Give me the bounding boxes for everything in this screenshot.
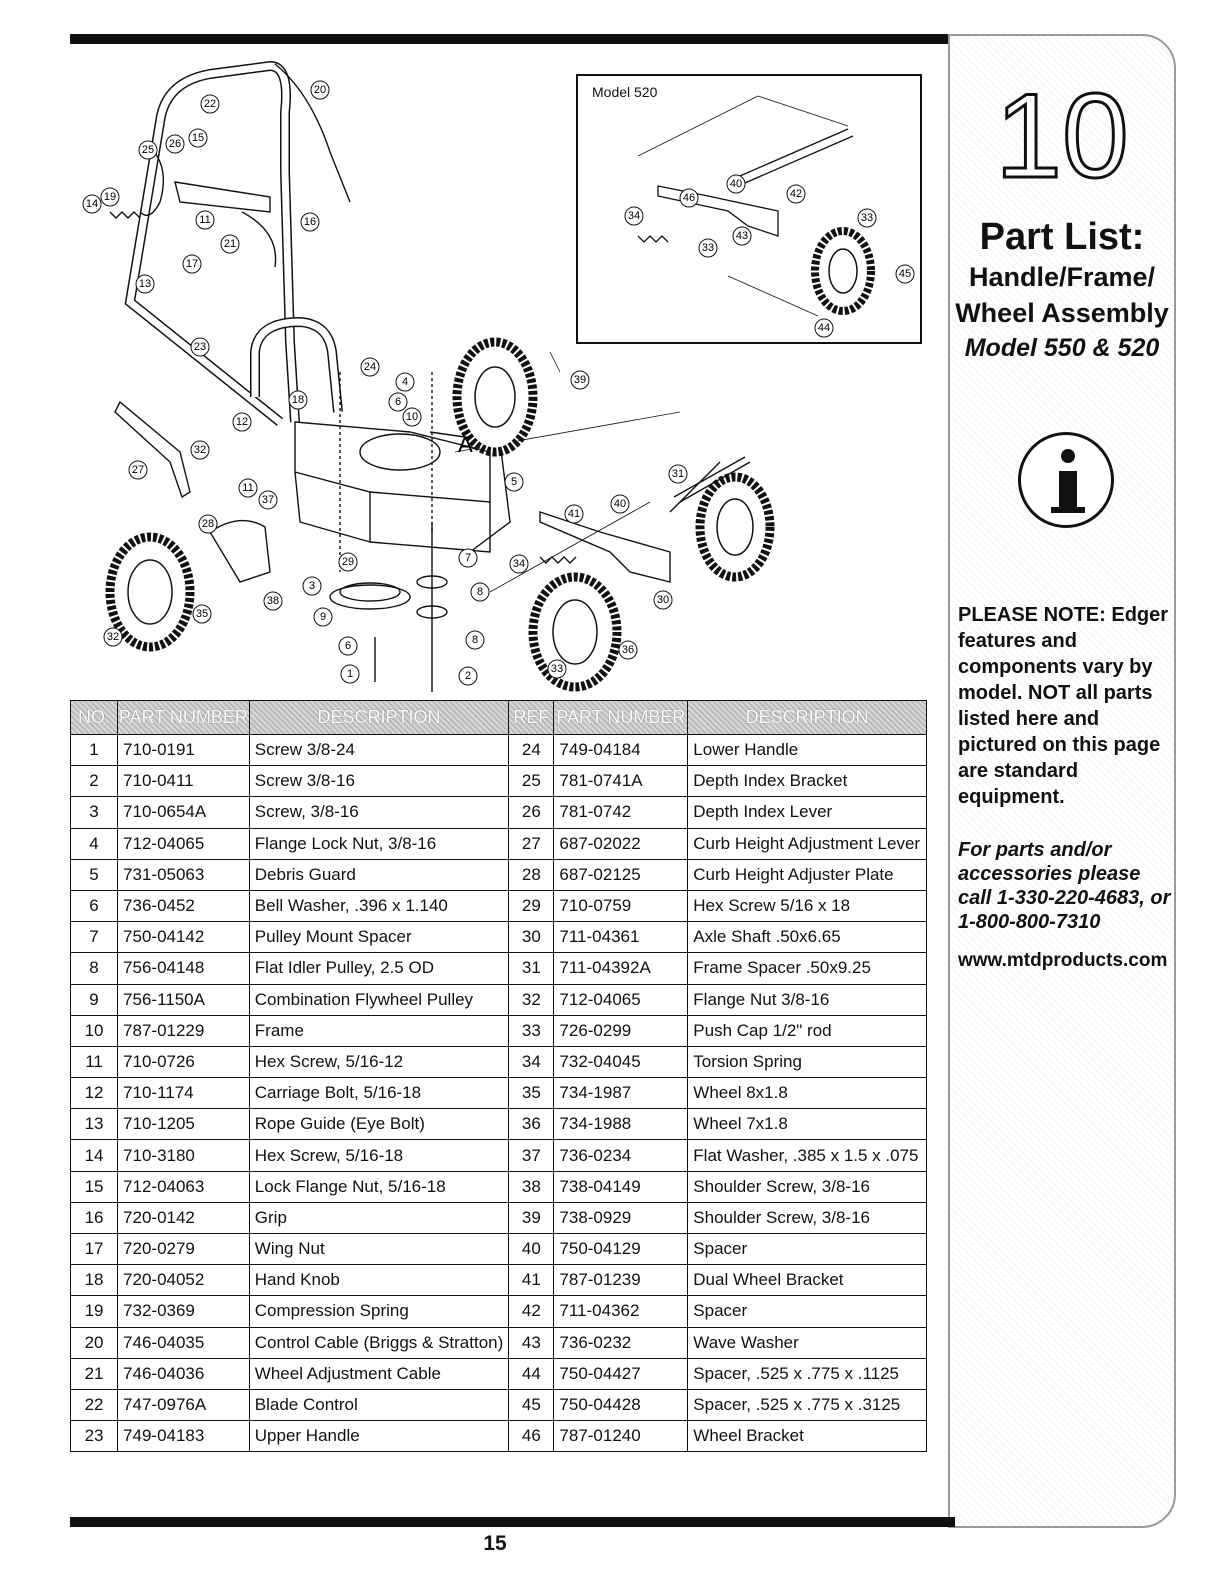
cell-description-2: Spacer [688,1234,927,1265]
cell-no: 6 [71,890,118,921]
col-header-part-number-2: PART NUMBER [554,701,688,735]
callout-24 [361,358,379,376]
cell-no: 23 [71,1421,118,1452]
svg-text:34: 34 [627,210,641,222]
cell-description-2: Wheel 7x1.8 [688,1109,927,1140]
callout-10 [403,408,421,426]
callout-39 [571,371,589,389]
callout-27 [129,461,147,479]
callout-38 [264,592,282,610]
callout-34 [510,555,528,573]
table-row [71,766,927,797]
callout-20 [311,81,329,99]
contact-text: For parts and/or accessories please call 1-330-220-4683, or 1-800-800-7310 [958,839,1171,933]
callout-17 [183,255,201,273]
cell-description: Hand Knob [249,1265,509,1296]
cell-ref: 40 [509,1234,554,1265]
svg-text:31: 31 [671,468,685,480]
cell-part-number: 710-1174 [118,1078,250,1109]
cell-part-number: 710-0411 [118,766,250,797]
cell-part-number-2: 687-02022 [554,828,688,859]
cell-part-number: 787-01229 [118,1015,250,1046]
cell-description-2: Curb Height Adjustment Lever [688,828,927,859]
cell-ref: 31 [509,953,554,984]
cell-no: 15 [71,1171,118,1202]
callout-21 [221,235,239,253]
cell-description-2: Wheel Bracket [688,1421,927,1452]
cell-part-number: 720-04052 [118,1265,250,1296]
cell-part-number: 710-0654A [118,797,250,828]
svg-text:45: 45 [898,268,912,280]
cell-description: Hex Screw, 5/16-18 [249,1140,509,1171]
cell-description-2: Push Cap 1/2" rod [688,1015,927,1046]
table-row [71,1202,927,1233]
svg-text:16: 16 [303,216,317,228]
cell-part-number: 710-0191 [118,735,250,766]
table-row [71,1109,927,1140]
table-row [71,1421,927,1452]
cell-description-2: Flat Washer, .385 x 1.5 x .075 [688,1140,927,1171]
table-row [71,797,927,828]
cell-description: Flange Lock Nut, 3/8-16 [249,828,509,859]
cell-no: 4 [71,828,118,859]
svg-text:27: 27 [131,464,145,476]
cell-ref: 26 [509,797,554,828]
col-header-ref: REF [509,701,554,735]
please-note-text: Edger features and components vary by model. NOT all parts listed here and pictured on this page are standard equipment. [958,604,1169,808]
svg-text:29: 29 [341,556,355,568]
svg-text:38: 38 [266,595,280,607]
callout-44 [815,319,833,337]
cell-part-number-2: 711-04362 [554,1296,688,1327]
cell-no: 14 [71,1140,118,1171]
cell-description-2: Depth Index Lever [688,797,927,828]
website-link[interactable]: www.mtdproducts.com [958,950,1168,971]
svg-text:21: 21 [223,238,237,250]
svg-text:43: 43 [735,230,749,242]
cell-no: 11 [71,1046,118,1077]
callout-23 [191,338,209,356]
svg-text:30: 30 [656,594,670,606]
callout-13 [136,275,154,293]
cell-no: 9 [71,984,118,1015]
callout-33 [858,209,876,227]
callout-32 [104,628,122,646]
cell-description: Control Cable (Briggs & Stratton) [249,1327,509,1358]
svg-text:42: 42 [789,188,803,200]
table-row [71,1171,927,1202]
cell-part-number-2: 750-04129 [554,1234,688,1265]
cell-description: Flat Idler Pulley, 2.5 OD [249,953,509,984]
cell-no: 3 [71,797,118,828]
cell-part-number-2: 787-01240 [554,1421,688,1452]
cell-part-number: 710-1205 [118,1109,250,1140]
svg-text:3: 3 [308,580,316,592]
cell-part-number-2: 711-04361 [554,922,688,953]
svg-text:35: 35 [195,608,209,620]
svg-text:33: 33 [550,663,564,675]
chapter-number: 10 [995,69,1129,203]
cell-no: 7 [71,922,118,953]
svg-text:11: 11 [199,214,211,226]
cell-part-number-2: 734-1987 [554,1078,688,1109]
cell-no: 20 [71,1327,118,1358]
callout-11 [239,479,257,497]
svg-text:12: 12 [235,416,249,428]
callout-2 [459,667,477,685]
cell-part-number: 750-04142 [118,922,250,953]
callout-19 [101,188,119,206]
svg-text:2: 2 [464,670,472,682]
callout-46 [680,189,698,207]
callout-11 [196,211,214,229]
cell-part-number: 712-04065 [118,828,250,859]
cell-ref: 44 [509,1358,554,1389]
cell-part-number: 756-1150A [118,984,250,1015]
cell-description: Pulley Mount Spacer [249,922,509,953]
callout-33 [548,660,566,678]
callout-5 [505,473,523,491]
cell-part-number: 720-0142 [118,1202,250,1233]
svg-text:8: 8 [476,586,484,598]
cell-ref: 29 [509,890,554,921]
cell-description: Grip [249,1202,509,1233]
cell-description: Screw 3/8-24 [249,735,509,766]
callout-32 [191,441,209,459]
callout-25 [139,141,157,159]
callout-31 [669,465,687,483]
info-icon [1018,432,1114,528]
callout-33 [699,239,717,257]
cell-description-2: Dual Wheel Bracket [688,1265,927,1296]
cell-ref: 34 [509,1046,554,1077]
cell-description-2: Axle Shaft .50x6.65 [688,922,927,953]
cell-no: 16 [71,1202,118,1233]
panel-model: Model 550 & 520 [964,334,1160,362]
svg-text:40: 40 [613,498,627,510]
col-header-description-2: DESCRIPTION [688,701,927,735]
cell-description: Bell Washer, .396 x 1.140 [249,890,509,921]
svg-text:28: 28 [201,518,215,530]
cell-no: 18 [71,1265,118,1296]
svg-text:46: 46 [682,192,696,204]
cell-ref: 41 [509,1265,554,1296]
callout-45 [896,265,914,283]
svg-text:32: 32 [193,444,207,456]
please-note-lead: PLEASE NOTE: [958,604,1106,626]
svg-text:23: 23 [193,341,207,353]
cell-part-number-2: 787-01239 [554,1265,688,1296]
cell-description-2: Curb Height Adjuster Plate [688,859,927,890]
cell-description-2: Depth Index Bracket [688,766,927,797]
callout-18 [289,391,307,409]
svg-text:1: 1 [346,668,354,680]
cell-description: Hex Screw, 5/16-12 [249,1046,509,1077]
cell-part-number-2: 750-04427 [554,1358,688,1389]
cell-description: Debris Guard [249,859,509,890]
cell-no: 12 [71,1078,118,1109]
cell-no: 13 [71,1109,118,1140]
cell-part-number: 749-04183 [118,1421,250,1452]
svg-text:40: 40 [729,178,743,190]
svg-text:37: 37 [261,494,275,506]
callout-8 [471,583,489,601]
svg-text:33: 33 [860,212,874,224]
chapter-side-panel [948,34,1176,1528]
cell-description-2: Shoulder Screw, 3/8-16 [688,1171,927,1202]
cell-ref: 38 [509,1171,554,1202]
cell-description-2: Spacer, .525 x .775 x .3125 [688,1389,927,1420]
callout-35 [193,605,211,623]
col-header-description: DESCRIPTION [249,701,509,735]
table-header-row [71,701,927,735]
table-row [71,1327,927,1358]
cell-no: 21 [71,1358,118,1389]
cell-description: Blade Control [249,1389,509,1420]
callout-34 [625,207,643,225]
cell-part-number: 746-04035 [118,1327,250,1358]
callout-22 [201,95,219,113]
bottom-rule [70,1517,955,1527]
cell-part-number-2: 781-0742 [554,797,688,828]
cell-no: 8 [71,953,118,984]
svg-text:32: 32 [106,631,120,643]
cell-part-number-2: 687-02125 [554,859,688,890]
cell-ref: 32 [509,984,554,1015]
svg-text:7: 7 [464,552,472,564]
table-row [71,1015,927,1046]
callout-29 [339,553,357,571]
callout-6 [339,637,357,655]
svg-text:41: 41 [567,508,581,520]
svg-text:44: 44 [817,322,831,334]
svg-text:26: 26 [168,138,182,150]
cell-description: Wheel Adjustment Cable [249,1358,509,1389]
cell-description: Frame [249,1015,509,1046]
wheel-left [110,537,190,647]
cell-no: 19 [71,1296,118,1327]
svg-text:14: 14 [85,198,99,210]
cell-part-number: 710-0726 [118,1046,250,1077]
svg-text:19: 19 [103,191,117,203]
table-row [71,1140,927,1171]
table-row [71,953,927,984]
panel-title: Part List: [979,216,1145,258]
table-row [71,1358,927,1389]
callout-28 [199,515,217,533]
callout-3 [303,577,321,595]
svg-text:6: 6 [394,396,402,408]
wheel-bottom [533,577,617,687]
cell-part-number-2: 750-04428 [554,1389,688,1420]
table-row [71,922,927,953]
callout-7 [459,549,477,567]
cell-no: 10 [71,1015,118,1046]
callout-12 [233,413,251,431]
callout-40 [727,175,745,193]
cell-ref: 25 [509,766,554,797]
table-row [71,859,927,890]
cell-description: Screw 3/8-16 [249,766,509,797]
cell-ref: 39 [509,1202,554,1233]
cell-description-2: Spacer, .525 x .775 x .1125 [688,1358,927,1389]
svg-text:10: 10 [405,411,419,423]
cell-part-number: 756-04148 [118,953,250,984]
cell-part-number-2: 711-04392A [554,953,688,984]
cell-part-number-2: 738-04149 [554,1171,688,1202]
cell-description: Compression Spring [249,1296,509,1327]
cell-description: Rope Guide (Eye Bolt) [249,1109,509,1140]
cell-ref: 30 [509,922,554,953]
cell-ref: 36 [509,1109,554,1140]
cell-part-number: 736-0452 [118,890,250,921]
cell-description-2: Flange Nut 3/8-16 [688,984,927,1015]
cell-description-2: Wave Washer [688,1327,927,1358]
svg-text:20: 20 [313,84,327,96]
svg-text:9: 9 [319,611,327,623]
cell-part-number: 746-04036 [118,1358,250,1389]
callout-37 [259,491,277,509]
cell-part-number-2: 734-1988 [554,1109,688,1140]
callout-14 [83,195,101,213]
svg-text:5: 5 [510,476,518,488]
cell-part-number: 731-05063 [118,859,250,890]
cell-description-2: Shoulder Screw, 3/8-16 [688,1202,927,1233]
cell-ref: 46 [509,1421,554,1452]
panel-subtitle-line2: Wheel Assembly [955,298,1169,328]
table-row [71,1389,927,1420]
cell-part-number: 710-3180 [118,1140,250,1171]
cell-part-number-2: 732-04045 [554,1046,688,1077]
svg-text:36: 36 [621,644,635,656]
table-row [71,1296,927,1327]
cell-description: Wing Nut [249,1234,509,1265]
table-row [71,1046,927,1077]
cell-no: 17 [71,1234,118,1265]
callout-42 [787,185,805,203]
cell-no: 2 [71,766,118,797]
callout-43 [733,227,751,245]
callout-8 [466,631,484,649]
table-row [71,1078,927,1109]
page-number: 15 [483,1532,507,1555]
cell-ref: 35 [509,1078,554,1109]
cell-ref: 27 [509,828,554,859]
cell-part-number: 720-0279 [118,1234,250,1265]
cell-description: Upper Handle [249,1421,509,1452]
inset-label: Model 520 [592,84,658,100]
svg-text:17: 17 [185,258,199,270]
cell-description: Lock Flange Nut, 5/16-18 [249,1171,509,1202]
svg-text:24: 24 [363,361,377,373]
svg-text:11: 11 [242,482,254,494]
table-row [71,984,927,1015]
callout-26 [166,135,184,153]
table-row [71,1265,927,1296]
callout-9 [314,608,332,626]
callout-40 [611,495,629,513]
cell-no: 5 [71,859,118,890]
svg-text:25: 25 [141,144,155,156]
svg-text:34: 34 [512,558,526,570]
cell-part-number-2: 781-0741A [554,766,688,797]
callout-36 [619,641,637,659]
cell-part-number: 747-0976A [118,1389,250,1420]
inset-diagram [578,76,920,342]
cell-description-2: Frame Spacer .50x9.25 [688,953,927,984]
cell-description-2: Torsion Spring [688,1046,927,1077]
callout-1 [341,665,359,683]
please-note [958,602,1174,810]
svg-text:8: 8 [471,634,479,646]
svg-text:22: 22 [203,98,217,110]
cell-ref: 37 [509,1140,554,1171]
svg-text:4: 4 [401,376,409,388]
cell-description: Carriage Bolt, 5/16-18 [249,1078,509,1109]
cell-description-2: Lower Handle [688,735,927,766]
cell-part-number-2: 726-0299 [554,1015,688,1046]
cell-ref: 24 [509,735,554,766]
table-row [71,1234,927,1265]
cell-ref: 33 [509,1015,554,1046]
cell-ref: 45 [509,1389,554,1420]
cell-part-number-2: 749-04184 [554,735,688,766]
cell-description: Combination Flywheel Pulley [249,984,509,1015]
callout-15 [189,129,207,147]
wheel-right [700,477,770,577]
svg-text:33: 33 [701,242,715,254]
table-row [71,890,927,921]
col-header-no: NO. [71,701,118,735]
top-rule [70,34,955,44]
cell-ref: 42 [509,1296,554,1327]
panel-subtitle-line1: Handle/Frame/ [968,262,1156,292]
svg-text:39: 39 [573,374,587,386]
cell-part-number-2: 738-0929 [554,1202,688,1233]
callout-6 [389,393,407,411]
parts-list-table [70,700,927,1452]
cell-description-2: Hex Screw 5/16 x 18 [688,890,927,921]
model-520-inset [576,74,922,344]
table-row [71,828,927,859]
cell-no: 22 [71,1389,118,1420]
cell-description-2: Wheel 8x1.8 [688,1078,927,1109]
cell-no: 1 [71,735,118,766]
svg-text:6: 6 [344,640,352,652]
table-row [71,735,927,766]
cell-ref: 28 [509,859,554,890]
cell-part-number-2: 710-0759 [554,890,688,921]
col-header-part-number: PART NUMBER [118,701,250,735]
callout-41 [565,505,583,523]
svg-text:13: 13 [138,278,152,290]
callout-16 [301,213,319,231]
svg-text:15: 15 [191,132,205,144]
callout-4 [396,373,414,391]
frame-letter: A [458,432,473,457]
cell-description-2: Spacer [688,1296,927,1327]
cell-ref: 43 [509,1327,554,1358]
cell-part-number: 712-04063 [118,1171,250,1202]
cell-part-number-2: 712-04065 [554,984,688,1015]
callout-30 [654,591,672,609]
cell-description: Screw, 3/8-16 [249,797,509,828]
cell-part-number: 732-0369 [118,1296,250,1327]
svg-text:18: 18 [291,394,305,406]
cell-part-number-2: 736-0234 [554,1140,688,1171]
cell-part-number-2: 736-0232 [554,1327,688,1358]
